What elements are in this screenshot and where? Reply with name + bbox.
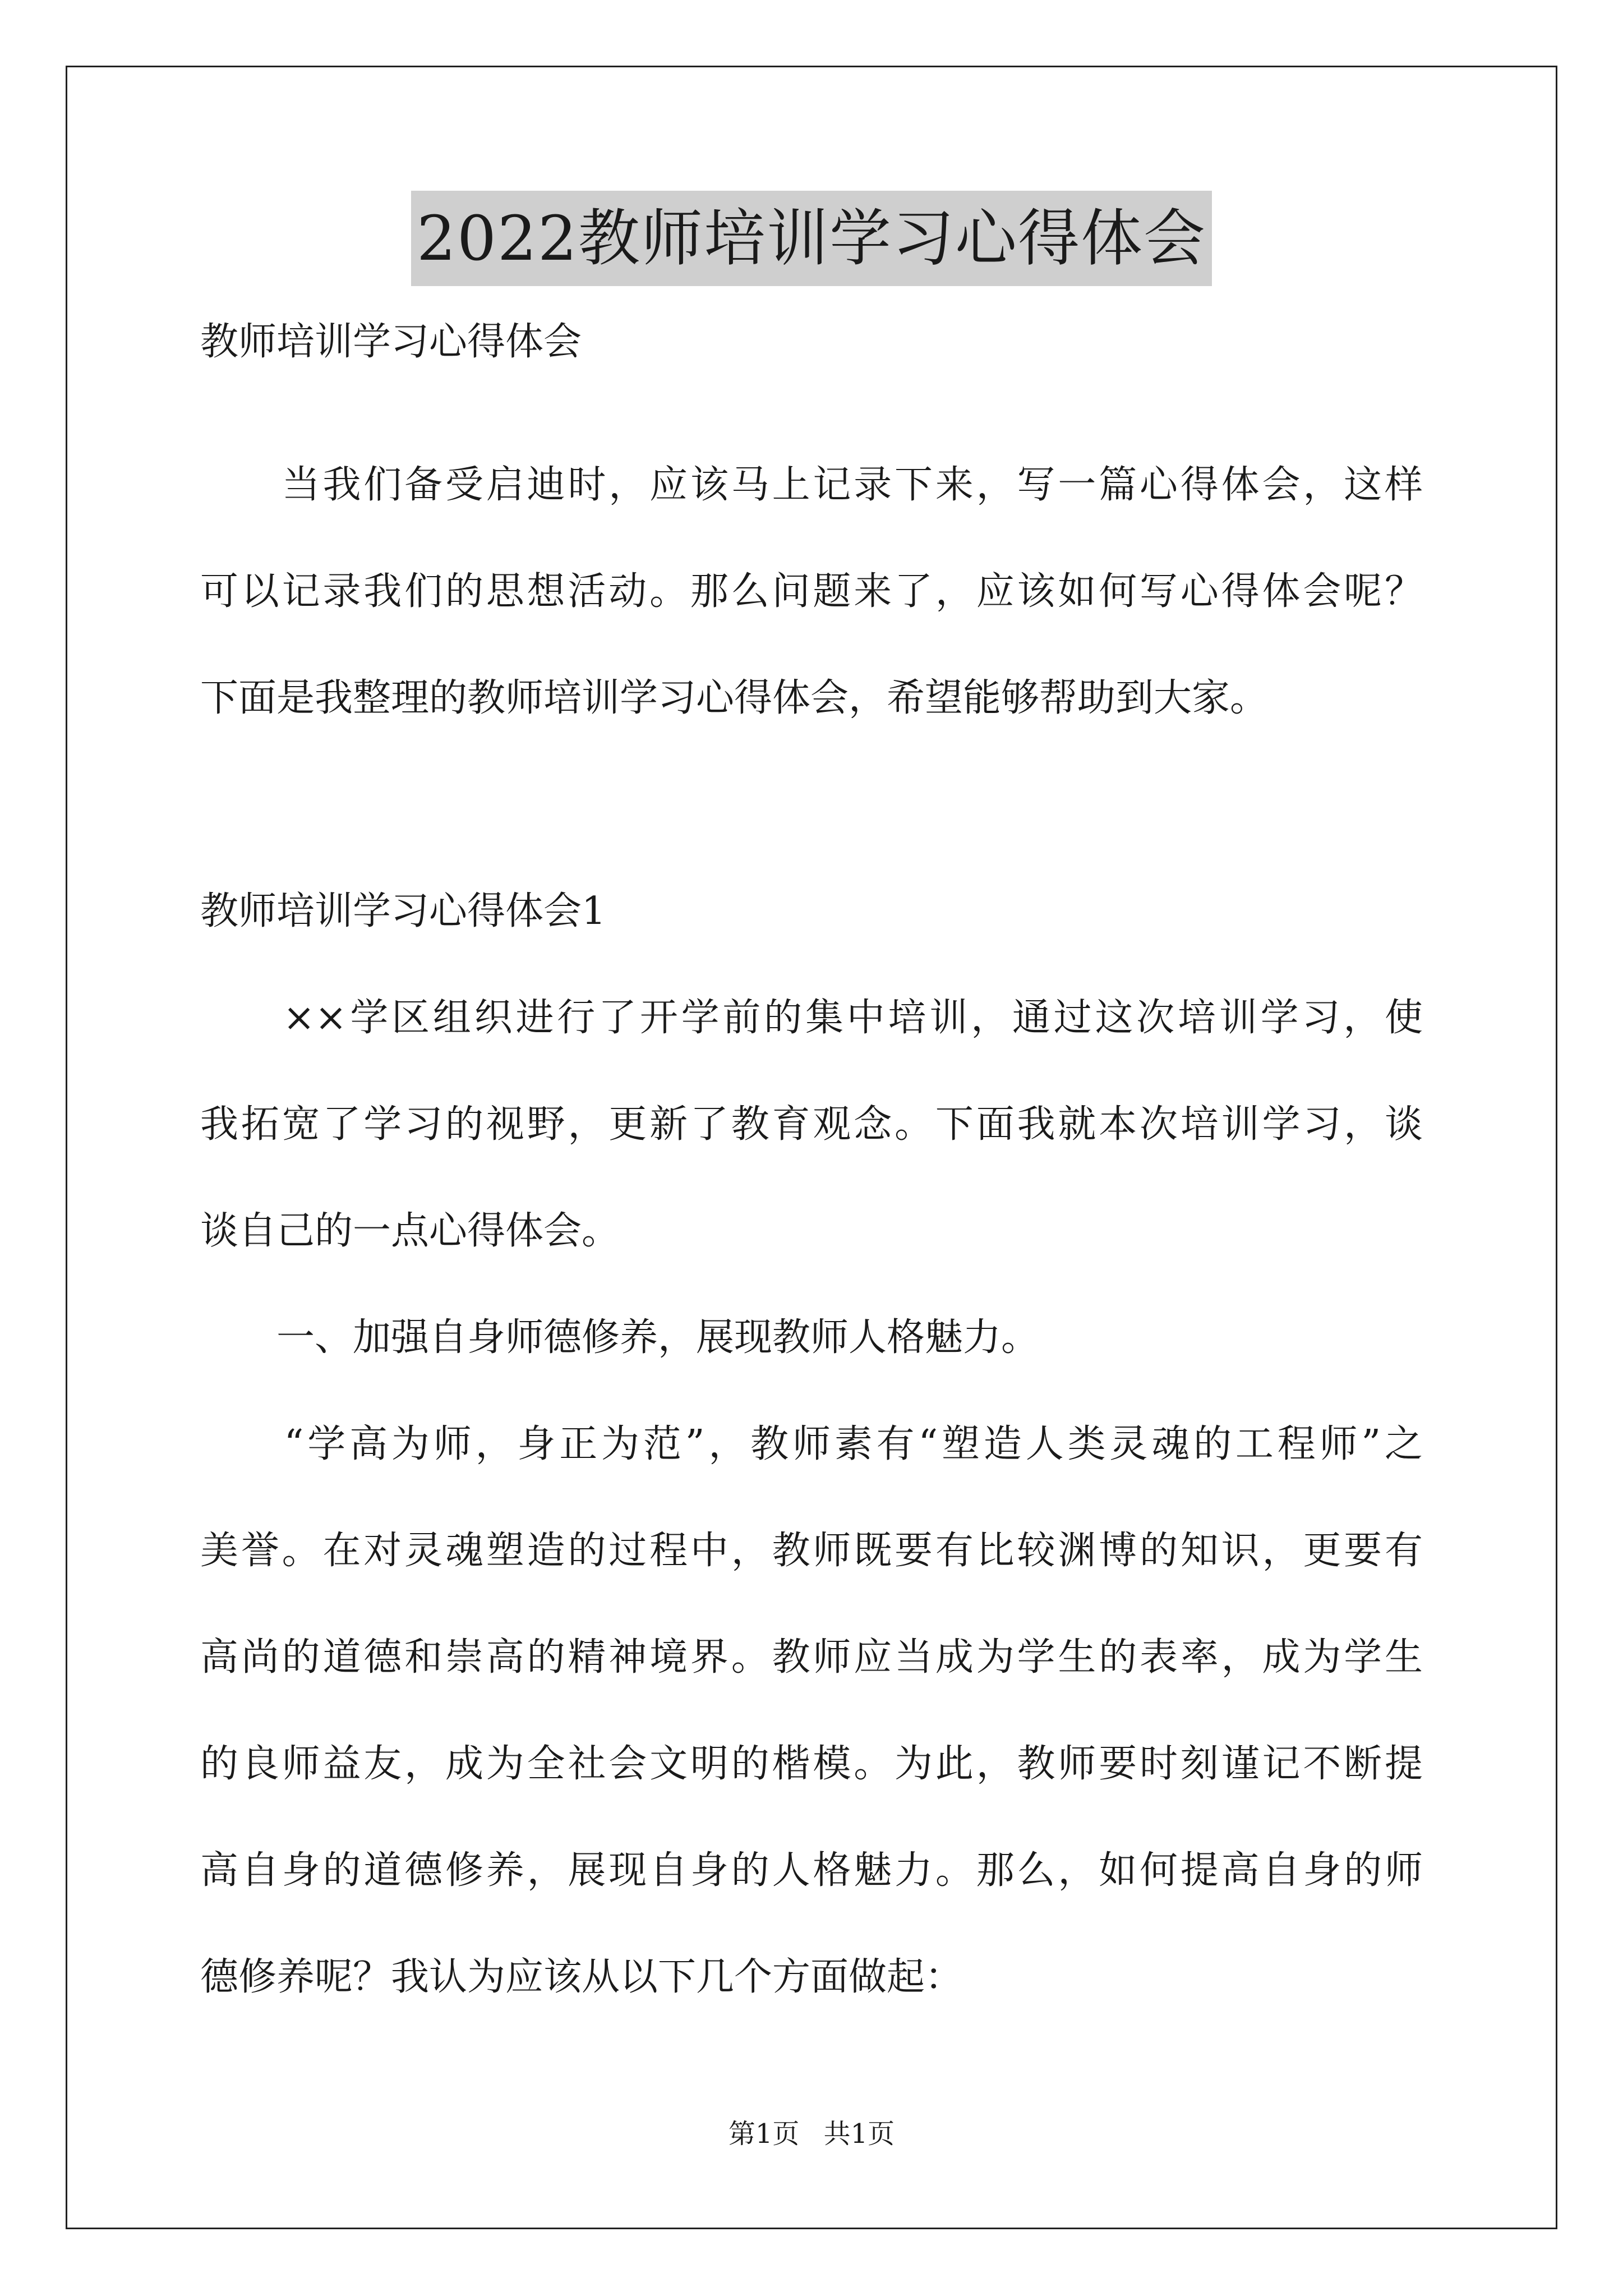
- paragraph-line: 当我们备受启迪时，应该马上记录下来，写一篇心得体会，这样: [200, 463, 1423, 507]
- paragraph-line: 美誉。在对灵魂塑造的过程中，教师既要有比较渊博的知识，更要有: [200, 1529, 1423, 1573]
- paragraph-line: 高自身的道德修养，展现自身的人格魅力。那么，如何提高自身的师: [200, 1848, 1423, 1893]
- page-footer: [0, 2117, 1623, 2151]
- paragraph-line: 一、加强自身师德修养，展现教师人格魅力。: [200, 1315, 1040, 1360]
- paragraph-line: ××学区组织进行了开学前的集中培训，通过这次培训学习，使: [200, 996, 1423, 1040]
- paragraph-line: 下面是我整理的教师培训学习心得体会，希望能够帮助到大家。: [200, 676, 1269, 720]
- paragraph-line: 的良师益友，成为全社会文明的楷模。为此，教师要时刻谨记不断提: [200, 1742, 1423, 1786]
- paragraph-line: 谈自己的一点心得体会。: [200, 1209, 620, 1253]
- title-block: [200, 191, 1423, 286]
- paragraph-line: 高尚的道德和崇高的精神境界。教师应当成为学生的表率，成为学生: [200, 1635, 1423, 1680]
- paragraph-line: “学高为师，身正为范”，教师素有“塑造人类灵魂的工程师”之: [200, 1422, 1423, 1466]
- paragraph-line: 我拓宽了学习的视野，更新了教育观念。下面我就本次培训学习，谈: [200, 1102, 1423, 1147]
- subheading: 教师培训学习心得体会: [200, 320, 582, 364]
- paragraph-line: 德修养呢？我认为应该从以下几个方面做起：: [200, 1955, 963, 1999]
- page-number-current: 第1页: [728, 2118, 800, 2150]
- section-heading: 教师培训学习心得体会1: [200, 889, 606, 933]
- document-title: 2022教师培训学习心得体会: [411, 191, 1212, 286]
- page-number-total: 共1页: [823, 2118, 895, 2150]
- paragraph-line: 可以记录我们的思想活动。那么问题来了，应该如何写心得体会呢？: [200, 569, 1423, 614]
